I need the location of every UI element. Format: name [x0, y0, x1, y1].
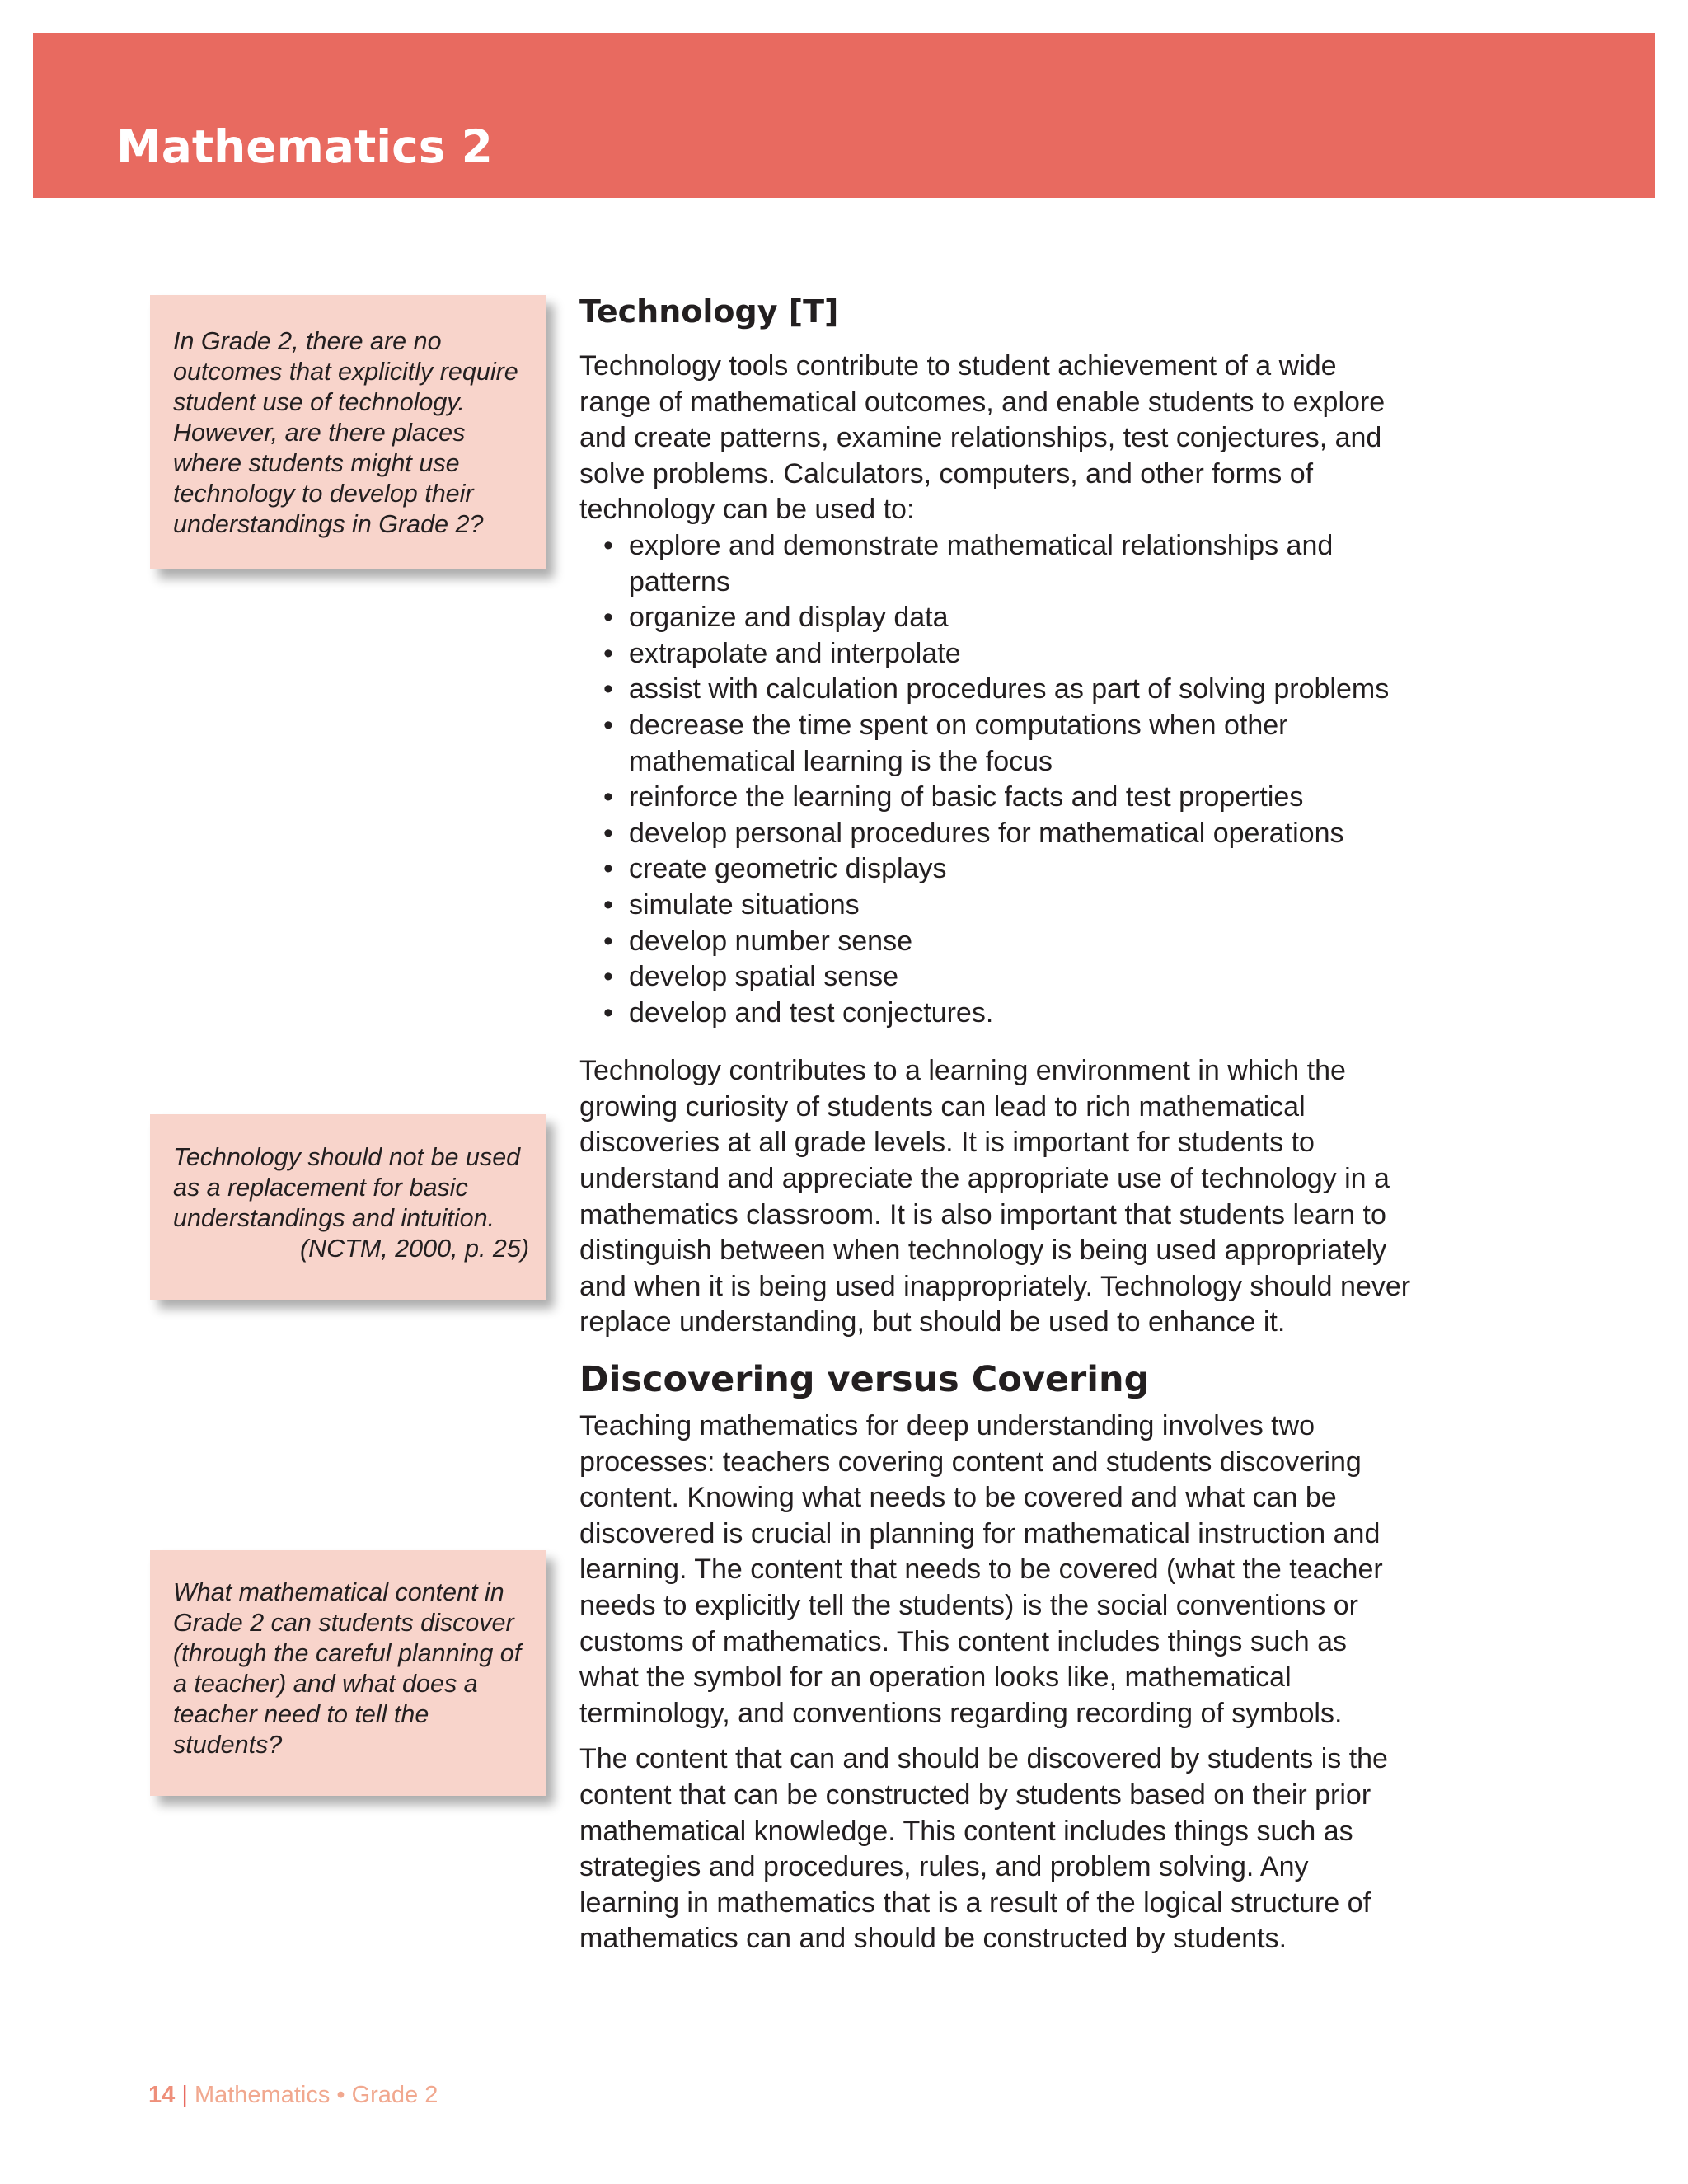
list-item: [579, 636, 1412, 673]
page-number: 14: [148, 2082, 176, 2108]
discovering-paragraph: The content that can and should be discovered by students is the content that can be constructed by students based on their prior mathematical knowledge. This content includes things such as strategies and procedures, rules, and problem solving. Any learning in mathematics that is a result of the logical structure of mathematics can and should be constructed by students.: [579, 1743, 1388, 1955]
sidenote-nctm-quote: [150, 1114, 546, 1300]
bullet-icon: •: [603, 888, 613, 921]
bullet-icon: •: [603, 781, 613, 813]
list-item: [579, 816, 1412, 852]
bullet-icon: •: [603, 961, 613, 993]
sidenote-discovery-question: [150, 1550, 546, 1796]
technology-intro: Technology tools contribute to student achievement of a wide range of mathematical outcomes, and enable students to explore and create patterns, examine relationships, test conjectures, and solve problems. Calculators, computers, and other forms of technology can be used to:: [579, 350, 1386, 526]
technology-closing: Technology contributes to a learning environment in which the growing curiosity of students can lead to rich mathematical discoveries at all grade levels. It is important for students to understand and appreciate the appropriate use of technology in a mathematics classroom. It is also important that students learn to distinguish between when technology is being used appropriately and when it is being used inappropriately. Technology should never replace understanding, but should be used to enhance it.: [579, 1055, 1411, 1338]
list-item: [579, 708, 1412, 780]
footer-label: Mathematics • Grade 2: [194, 2082, 438, 2108]
bullet-icon: •: [603, 673, 613, 705]
list-item: [579, 959, 1412, 996]
bullet-icon: •: [603, 602, 613, 634]
list-item: [579, 780, 1412, 816]
bullet-icon: •: [603, 925, 613, 957]
list-item-text: extrapolate and interpolate: [629, 637, 961, 669]
footer-separator: |: [181, 2082, 188, 2108]
list-item: [579, 996, 1412, 1032]
main-content: [579, 284, 1412, 1957]
bullet-icon: •: [603, 853, 613, 885]
page-footer: [148, 2079, 438, 2111]
sidenote-citation: (NCTM, 2000, p. 25): [300, 1235, 529, 1263]
list-item-text: assist with calculation procedures as part of solving problems: [629, 673, 1390, 705]
technology-uses-list: [579, 528, 1412, 1031]
list-item-text: reinforce the learning of basic facts and test properties: [629, 781, 1304, 813]
list-item: [579, 672, 1412, 708]
sidenote-text: In Grade 2, there are no outcomes that explicitly require student use of technology. However, are there places where students might use technology to develop their understandings in Grade 2?: [173, 327, 518, 538]
sidenote-text: Technology should not be used as a replacement for basic understandings and intuition.: [173, 1143, 521, 1232]
sidenote-technology-question: [150, 295, 546, 569]
list-item-text: organize and display data: [629, 602, 949, 634]
section-heading-technology: Technology [T]: [579, 293, 839, 330]
section-heading-discovering: Discovering versus Covering: [579, 1359, 1150, 1401]
list-item-text: develop number sense: [629, 925, 913, 957]
list-item-text: explore and demonstrate mathematical relationships and patterns: [629, 529, 1334, 598]
list-item-text: decrease the time spent on computations when other mathematical learning is the focus: [629, 709, 1288, 777]
page-title: Mathematics 2: [116, 120, 493, 173]
list-item-text: simulate situations: [629, 888, 860, 921]
bullet-icon: •: [603, 996, 613, 1029]
bullet-icon: •: [603, 709, 613, 741]
bullet-icon: •: [603, 817, 613, 849]
bullet-icon: •: [603, 529, 613, 561]
list-item-text: develop personal procedures for mathematical operations: [629, 817, 1344, 849]
list-item-text: create geometric displays: [629, 853, 947, 885]
list-item: [579, 600, 1412, 636]
list-item: [579, 888, 1412, 924]
list-item: [579, 924, 1412, 960]
list-item: [579, 851, 1412, 888]
list-item-text: develop spatial sense: [629, 961, 899, 993]
list-item-text: develop and test conjectures.: [629, 996, 994, 1029]
list-item: [579, 528, 1412, 600]
bullet-icon: •: [603, 637, 613, 669]
sidenote-text: What mathematical content in Grade 2 can students discover (through the careful planning of a teacher) and what does a teacher need to tell the students?: [173, 1578, 522, 1759]
discovering-paragraph: Teaching mathematics for deep understanding involves two processes: teachers covering content and students discovering content. Knowing what needs to be covered and what can be discovered is crucial in planning for mathematical instruction and learning. The content that needs to be covered (what the teacher needs to explicitly tell the students) is the social conventions or customs of mathematics. This content includes things such as what the symbol for an operation looks like, mathematical terminology, and conventions regarding recording of symbols.: [579, 1410, 1383, 1729]
